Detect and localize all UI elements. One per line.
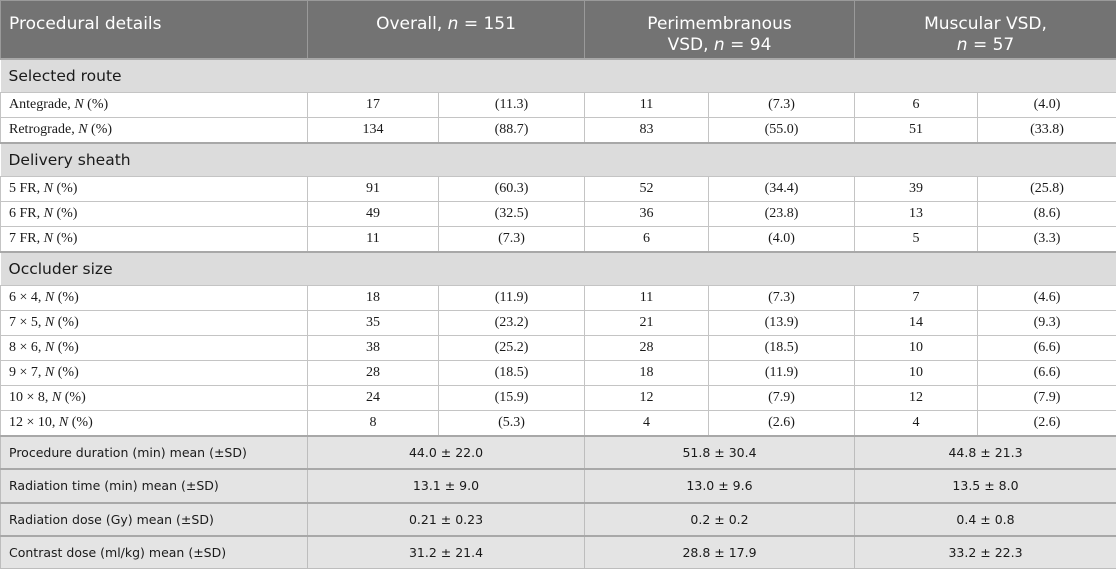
summary-row: [1, 436, 1116, 469]
summary-cell: 13.0 ± 9.6: [585, 469, 855, 503]
summary-cell: 0.21 ± 0.23: [308, 503, 585, 536]
table-cell: (33.8): [978, 117, 1116, 143]
table-cell: 38: [308, 335, 439, 360]
table-cell: (5.3): [439, 410, 585, 436]
table-row: [1, 410, 1116, 436]
summary-label: Radiation dose (Gy) mean (±SD): [1, 503, 308, 536]
table-cell: 7: [855, 285, 978, 310]
table-cell: (8.6): [978, 201, 1116, 226]
row-label: 6 × 4, N (%): [1, 285, 308, 310]
table-cell: 21: [585, 310, 709, 335]
table-cell: (11.3): [439, 92, 585, 117]
summary-cell: 44.8 ± 21.3: [855, 436, 1116, 469]
summary-label: Contrast dose (ml/kg) mean (±SD): [1, 536, 308, 569]
summary-label: Procedure duration (min) mean (±SD): [1, 436, 308, 469]
table-cell: (34.4): [709, 176, 855, 201]
row-label: 6 FR, N (%): [1, 201, 308, 226]
table-cell: (3.3): [978, 226, 1116, 252]
table-cell: (60.3): [439, 176, 585, 201]
table-row: [1, 117, 1116, 143]
table-row: [1, 310, 1116, 335]
table-row: [1, 201, 1116, 226]
table-cell: (18.5): [439, 360, 585, 385]
table-cell: (32.5): [439, 201, 585, 226]
table-cell: 8: [308, 410, 439, 436]
row-label: 10 × 8, N (%): [1, 385, 308, 410]
header-muscular: Muscular VSD, n = 57: [855, 1, 1116, 59]
table-cell: 4: [585, 410, 709, 436]
table-cell: 18: [585, 360, 709, 385]
table-cell: 6: [585, 226, 709, 252]
table-cell: 12: [585, 385, 709, 410]
table-cell: (7.3): [709, 92, 855, 117]
table-cell: (7.3): [439, 226, 585, 252]
table-cell: 49: [308, 201, 439, 226]
summary-cell: 31.2 ± 21.4: [308, 536, 585, 569]
table-cell: (13.9): [709, 310, 855, 335]
table-cell: 51: [855, 117, 978, 143]
table-cell: (11.9): [439, 285, 585, 310]
table-cell: 17: [308, 92, 439, 117]
table-row: [1, 226, 1116, 252]
table-cell: 52: [585, 176, 709, 201]
table-cell: 14: [855, 310, 978, 335]
table-cell: 24: [308, 385, 439, 410]
summary-cell: 28.8 ± 17.9: [585, 536, 855, 569]
summary-cell: 0.2 ± 0.2: [585, 503, 855, 536]
summary-cell: 33.2 ± 22.3: [855, 536, 1116, 569]
section-header-row: [1, 143, 1116, 177]
summary-row: [1, 536, 1116, 569]
table-cell: (7.9): [978, 385, 1116, 410]
table-cell: 11: [585, 92, 709, 117]
table-cell: (7.9): [709, 385, 855, 410]
table-cell: 12: [855, 385, 978, 410]
table-cell: 134: [308, 117, 439, 143]
section-title: Selected route: [1, 59, 1116, 93]
table-cell: (2.6): [709, 410, 855, 436]
summary-cell: 0.4 ± 0.8: [855, 503, 1116, 536]
table-row: [1, 92, 1116, 117]
table-cell: 39: [855, 176, 978, 201]
row-label: Retrograde, N (%): [1, 117, 308, 143]
table-cell: 83: [585, 117, 709, 143]
table-cell: (4.6): [978, 285, 1116, 310]
table-cell: (6.6): [978, 335, 1116, 360]
table-cell: 4: [855, 410, 978, 436]
table-cell: (4.0): [978, 92, 1116, 117]
table-cell: 35: [308, 310, 439, 335]
table-row: [1, 176, 1116, 201]
section-title: Occluder size: [1, 252, 1116, 286]
header-perimembranous: Perimembranous VSD, n = 94: [585, 1, 855, 59]
table-cell: (9.3): [978, 310, 1116, 335]
section-header-row: [1, 59, 1116, 93]
table-cell: (18.5): [709, 335, 855, 360]
table-cell: (15.9): [439, 385, 585, 410]
table-cell: 36: [585, 201, 709, 226]
table-cell: (55.0): [709, 117, 855, 143]
summary-cell: 13.1 ± 9.0: [308, 469, 585, 503]
table-row: [1, 335, 1116, 360]
table-cell: (23.8): [709, 201, 855, 226]
table-cell: 18: [308, 285, 439, 310]
section-header-row: [1, 252, 1116, 286]
table-row: [1, 285, 1116, 310]
table-cell: 28: [585, 335, 709, 360]
row-label: Antegrade, N (%): [1, 92, 308, 117]
row-label: 9 × 7, N (%): [1, 360, 308, 385]
table-cell: (25.8): [978, 176, 1116, 201]
table-row: [1, 360, 1116, 385]
table-cell: 5: [855, 226, 978, 252]
header-procedural-details: Procedural details: [1, 1, 308, 59]
table-cell: (25.2): [439, 335, 585, 360]
row-label: 7 × 5, N (%): [1, 310, 308, 335]
table-cell: (6.6): [978, 360, 1116, 385]
summary-row: [1, 503, 1116, 536]
header-row: [1, 1, 1116, 59]
section-title: Delivery sheath: [1, 143, 1116, 177]
row-label: 5 FR, N (%): [1, 176, 308, 201]
table-cell: (11.9): [709, 360, 855, 385]
table-cell: 13: [855, 201, 978, 226]
table-cell: (2.6): [978, 410, 1116, 436]
summary-cell: 44.0 ± 22.0: [308, 436, 585, 469]
summary-label: Radiation time (min) mean (±SD): [1, 469, 308, 503]
header-overall: Overall, n = 151: [308, 1, 585, 59]
table-cell: 91: [308, 176, 439, 201]
table-cell: (23.2): [439, 310, 585, 335]
table-cell: 6: [855, 92, 978, 117]
table-cell: 11: [308, 226, 439, 252]
table-cell: (7.3): [709, 285, 855, 310]
row-label: 7 FR, N (%): [1, 226, 308, 252]
row-label: 12 × 10, N (%): [1, 410, 308, 436]
summary-row: [1, 469, 1116, 503]
table-cell: (88.7): [439, 117, 585, 143]
summary-cell: 13.5 ± 8.0: [855, 469, 1116, 503]
row-label: 8 × 6, N (%): [1, 335, 308, 360]
table-row: [1, 385, 1116, 410]
table-cell: 10: [855, 335, 978, 360]
table-body: [1, 59, 1116, 569]
summary-cell: 51.8 ± 30.4: [585, 436, 855, 469]
table-cell: 10: [855, 360, 978, 385]
table-cell: 11: [585, 285, 709, 310]
table-cell: 28: [308, 360, 439, 385]
table-cell: (4.0): [709, 226, 855, 252]
